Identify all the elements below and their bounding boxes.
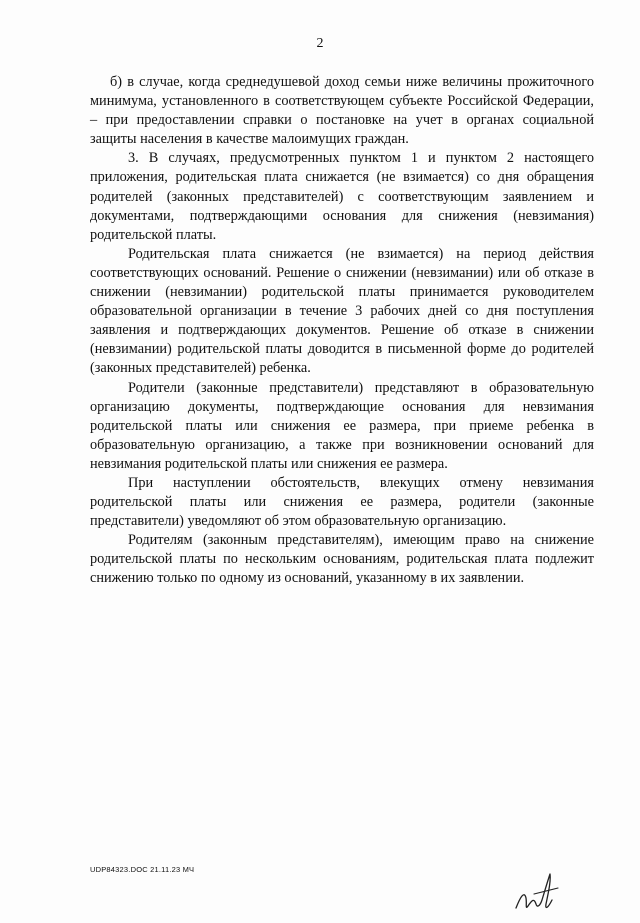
page-number: 2 <box>316 36 324 51</box>
paragraph-3: Родительская плата снижается (не взимается) на период действия соответствующих оснований. Решение о снижении (невзимании) или об отказе в снижении (невзимании) родительской платы принимается руководителем образовательной организации в течение 3 рабочих дней со дня поступления заявления и подтверждающих документов. Решение об отказе в снижении (невзимании) родительской платы доводится в письменной форме до родителей (законных представителей) ребенка. <box>90 245 594 377</box>
document-body <box>90 73 594 589</box>
paragraph-2: 3. В случаях, предусмотренных пунктом 1 и пунктом 2 настоящего приложения, родительская плата снижается (не взимается) со дня обращения родителей (законных представителей) с соответствующим заявлением и документами, подтверждающими основания для снижения (невзимания) родительской платы. <box>90 150 594 243</box>
paragraph-4: Родители (законные представители) представляют в образовательную организацию документы, подтверждающие основания для невзимания родительской платы или снижения ее размера, при приеме ребенка в образовательную организацию, а также при возникновении оснований для невзимания родительской платы или снижения ее размера. <box>90 379 594 472</box>
paragraph-6: Родителям (законным представителям), имеющим право на снижение родительской платы по нескольким основаниям, родительская плата подлежит снижению только по одному из оснований, указанному в их заявлении. <box>90 532 594 587</box>
paragraph-5: При наступлении обстоятельств, влекущих отмену невзимания родительской платы или снижения ее размера, родители (законные представители) уведомляют об этом образовательную организацию. <box>90 474 594 530</box>
file-reference: UDP84323.DOC 21.11.23 МЧ <box>90 865 195 874</box>
paragraph-1: б) в случае, когда среднедушевой доход семьи ниже величины прожиточного минимума, установленного в соответствующем субъекте Российской Федерации, – при предоставлении справки о постановке на учет в органах социальной защиты населения в качестве малоимущих граждан. <box>90 74 594 148</box>
handwritten-signature-icon <box>512 868 562 916</box>
